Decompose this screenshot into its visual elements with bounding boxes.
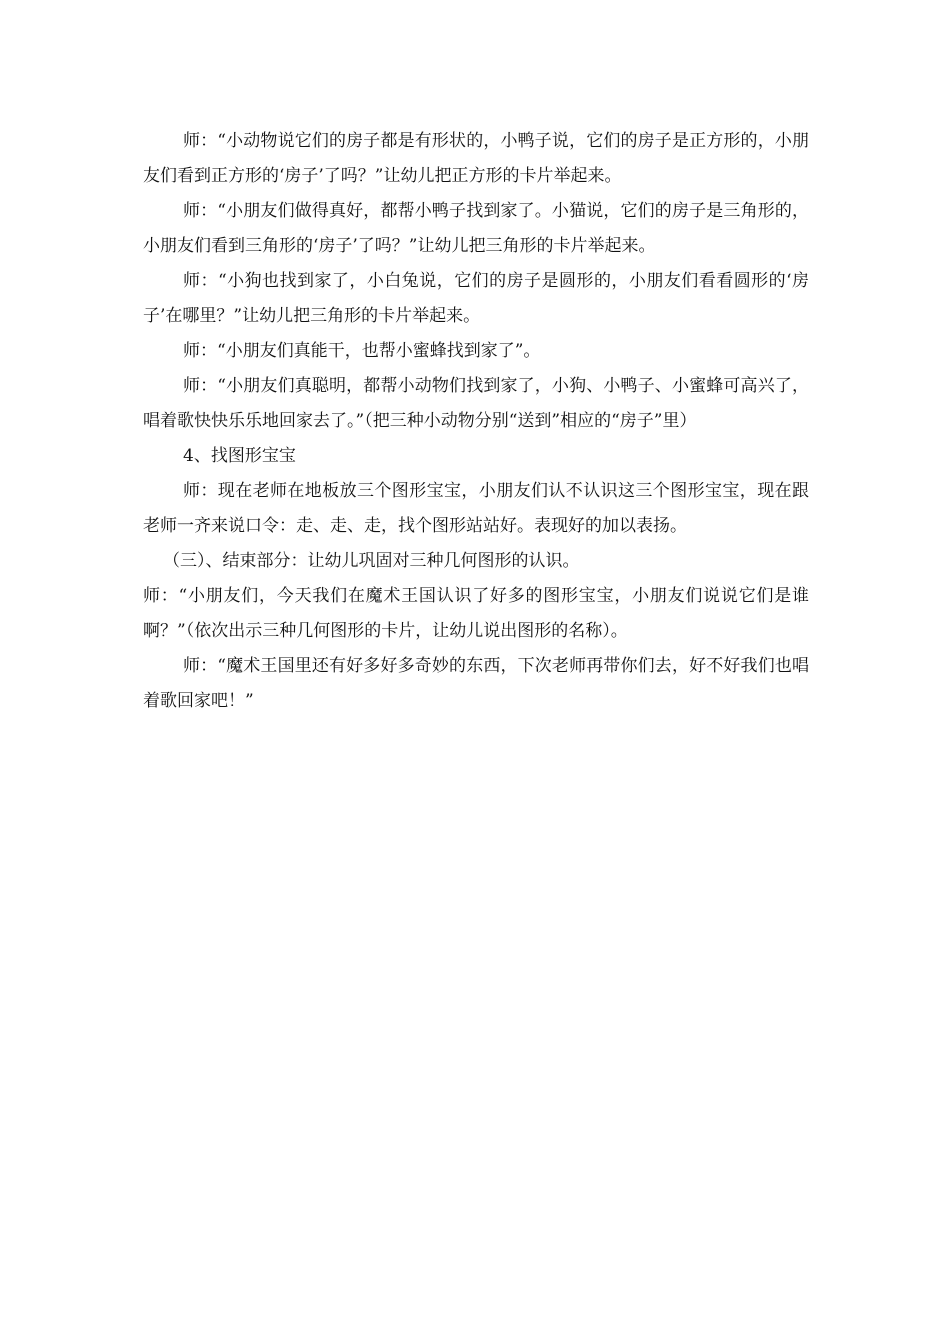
section-heading-ending: （三）、结束部分：让幼儿巩固对三种几何图形的认识。: [163, 551, 580, 571]
paragraph-animals-go-home: 师：“小朋友们真聪明，都帮小动物们找到家了，小狗、小鸭子、小蜜蜂可高兴了，唱着歌快快乐乐地回家去了。”（把三种小动物分别“送到”相应的“房子”里）: [143, 376, 809, 431]
paragraph-review-shapes: 师：“小朋友们，今天我们在魔术王国认识了好多的图形宝宝，小朋友们说说它们是谁啊？”（依次出示三种几何图形的卡片，让幼儿说出图形的名称）。: [143, 586, 809, 641]
paragraph-floor-shapes-game: 师：现在老师在地板放三个图形宝宝，小朋友们认不认识这三个图形宝宝，现在跟老师一齐来说口令：走、走、走，找个图形站站好。表现好的加以表扬。: [143, 481, 809, 536]
paragraph-triangle-house: 师：“小朋友们做得真好，都帮小鸭子找到家了。小猫说，它们的房子是三角形的，小朋友们看到三角形的‘房子’了吗？”让幼儿把三角形的卡片举起来。: [143, 201, 809, 256]
document-body: [143, 124, 809, 719]
section-heading-find-shapes: 4、找图形宝宝: [183, 446, 296, 466]
paragraph-circle-house: 师：“小狗也找到家了，小白兔说，它们的房子是圆形的，小朋友们看看圆形的‘房子’在哪里？”让幼儿把三角形的卡片举起来。: [143, 271, 809, 326]
paragraph-square-house: 师：“小动物说它们的房子都是有形状的，小鸭子说，它们的房子是正方形的，小朋友们看到正方形的‘房子’了吗？”让幼儿把正方形的卡片举起来。: [143, 131, 809, 186]
paragraph-bee-home: 师：“小朋友们真能干，也帮小蜜蜂找到家了”。: [183, 341, 541, 361]
paragraph-closing-song: 师：“魔术王国里还有好多好多奇妙的东西，下次老师再带你们去，好不好我们也唱着歌回家吧！”: [143, 656, 809, 711]
